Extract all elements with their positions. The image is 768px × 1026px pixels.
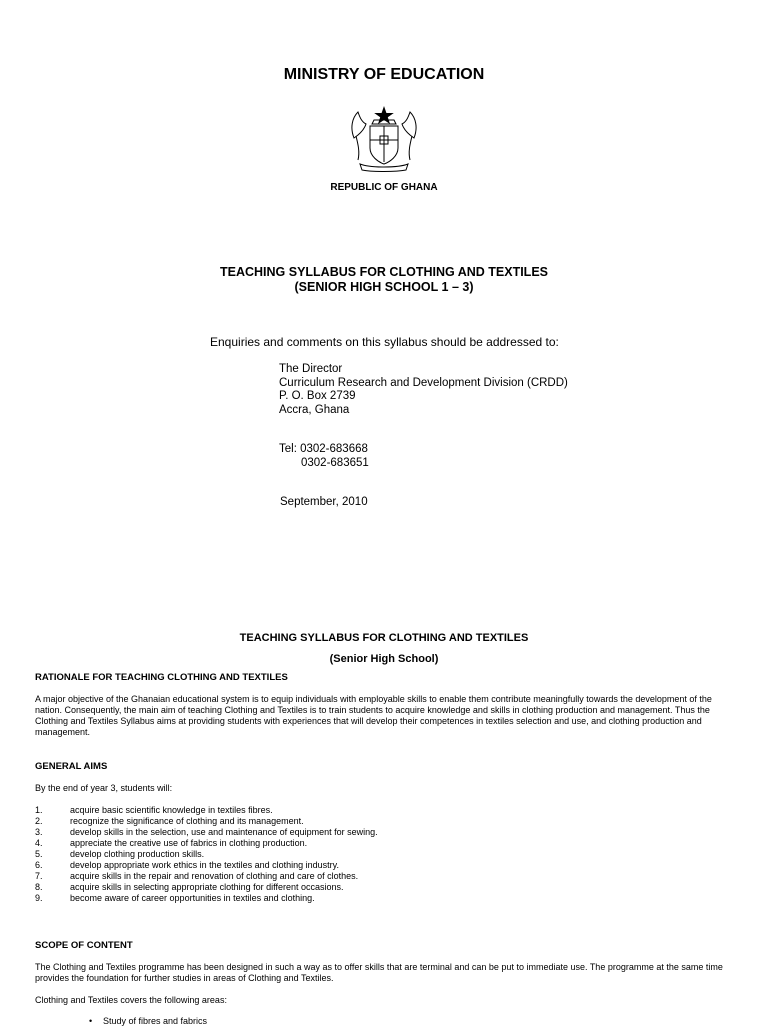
telephone-line: Tel: 0302-683668: [279, 443, 368, 455]
section-title-line2: (Senior High School): [329, 653, 439, 665]
aim-item: 9. become aware of career opportunities in textiles and clothing.: [35, 893, 315, 903]
general-aims-intro: By the end of year 3, students will:: [35, 783, 173, 793]
address-block: [279, 363, 568, 417]
address-line: The Director: [279, 363, 343, 375]
enquiries-text: Enquiries and comments on this syllabus should be addressed to:: [210, 335, 559, 349]
scope-areas-intro: Clothing and Textiles covers the following areas:: [35, 995, 227, 1005]
aim-item: 2. recognize the significance of clothing and its management.: [35, 816, 304, 826]
general-aims-list: [35, 805, 378, 904]
scope-areas-list: [103, 1016, 207, 1026]
section-title: [0, 628, 768, 670]
republic-label: REPUBLIC OF GHANA: [330, 182, 438, 193]
aim-item: 7. acquire skills in the repair and renovation of clothing and care of clothes.: [35, 871, 359, 881]
aim-item: 8. acquire skills in selecting appropriate clothing for different occasions.: [35, 882, 344, 892]
scope-area-item: • Study of fibres and fabrics: [103, 1016, 207, 1026]
scope-text: The Clothing and Textiles programme has been designed in such a way as to offer skills that are terminal and can be put to immediate use. The programme at the same time provides the foundation for further studies in areas of Clothing and Textiles.: [35, 962, 723, 983]
telephone-block: [279, 443, 369, 470]
aim-item: 3. develop skills in the selection, use and maintenance of equipment for sewing.: [35, 827, 378, 837]
syllabus-title: [0, 265, 768, 295]
coat-of-arms-icon: [346, 104, 422, 172]
ministry-heading: MINISTRY OF EDUCATION: [283, 66, 485, 83]
aim-item: 5. develop clothing production skills.: [35, 849, 205, 859]
section-title-line1: TEACHING SYLLABUS FOR CLOTHING AND TEXTILES: [239, 632, 529, 644]
general-aims-heading: GENERAL AIMS: [35, 761, 108, 772]
aim-item: 6. develop appropriate work ethics in the textiles and clothing industry.: [35, 860, 339, 870]
address-line: Curriculum Research and Development Division (CRDD): [279, 376, 568, 389]
address-line: Accra, Ghana: [279, 403, 350, 416]
aim-item: 1. acquire basic scientific knowledge in textiles fibres.: [35, 805, 273, 815]
publication-date: September, 2010: [280, 496, 368, 508]
rationale-text: A major objective of the Ghanaian educational system is to equip individuals with employable skills to enable them contribute meaningfully towards the development of the nation. Consequently, the main aim of teaching Clothing and Textiles is to train students to acquire knowledge and skills in clothing production and management. Thus the Clothing and Textiles Syllabus aims at providing students with experiences that will develop their competences in textiles selection and use, and clothing production and management.: [35, 694, 712, 737]
address-line: P. O. Box 2739: [279, 390, 356, 402]
telephone-line: 0302-683651: [301, 456, 369, 469]
rationale-heading: RATIONALE FOR TEACHING CLOTHING AND TEXTILES: [35, 672, 288, 683]
aim-item: 4. appreciate the creative use of fabrics in clothing production.: [35, 838, 308, 848]
scope-heading: SCOPE OF CONTENT: [35, 940, 133, 951]
syllabus-title-line2: (SENIOR HIGH SCHOOL 1 – 3): [294, 280, 474, 294]
syllabus-title-line1: TEACHING SYLLABUS FOR CLOTHING AND TEXTILES: [219, 265, 548, 279]
